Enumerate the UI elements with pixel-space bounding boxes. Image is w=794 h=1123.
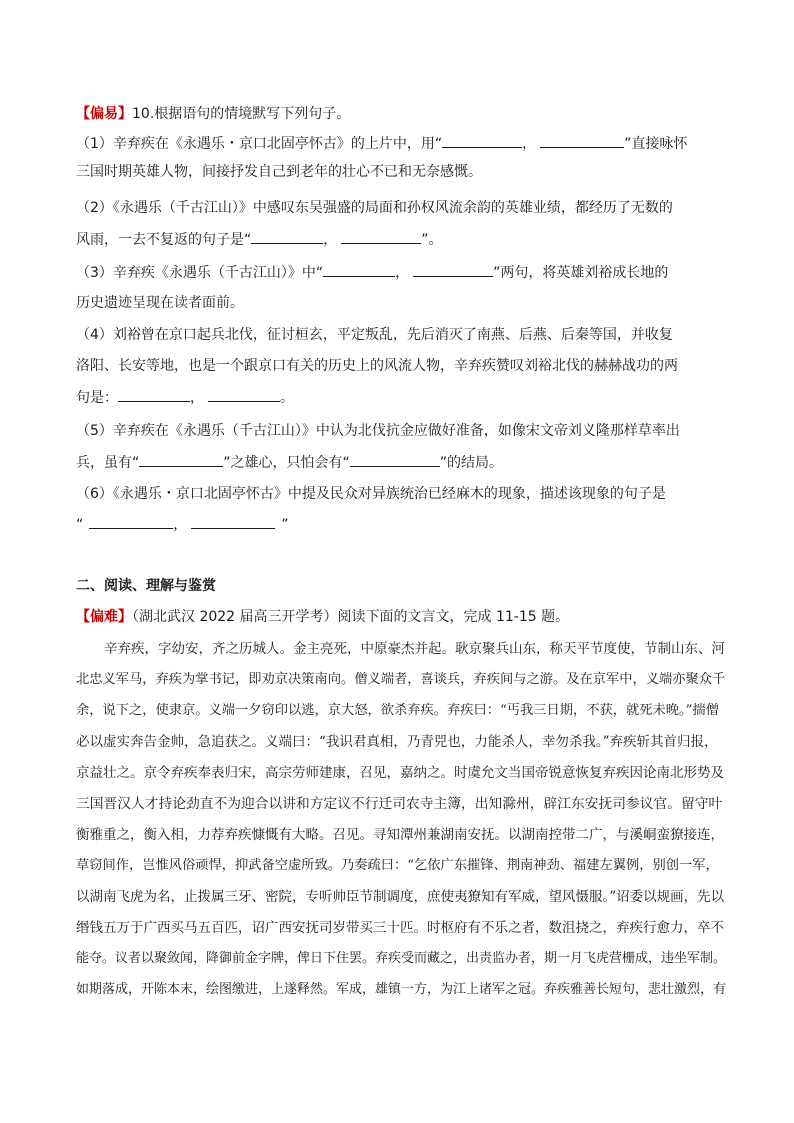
q10-item-5-line-2 [76,454,726,471]
q10-item-2-text: （2）《永遇乐（千古江山）》中感叹东吴强盛的局面和孙权风流余韵的英雄业绩，都经历了无数的 [76,200,673,216]
answer-blank[interactable] [323,264,395,277]
passage-line-text: 以湖南飞虎为名，止拨属三牙、密院，专听帅臣节制调度，庶使夷獠知有军威，望风慑服。”诏委以规画，先以 [76,889,725,905]
answer-blank[interactable] [350,454,440,467]
q10-item-4-text: 洛阳、长安等地，也是一个跟京口有关的历史上的风流人物，辛弃疾赞叹刘裕北伐的赫赫战功的两 [76,358,678,374]
q10-item-2-line-1 [76,200,726,216]
passage-line-text: 必以虚实奔告金帅，急追获之。义端曰：“我识君真相，乃青兕也，力能杀人，幸勿杀我。”弃疾斩其首归报， [76,734,718,750]
q10-item-5-text: （5）辛弃疾在《永遇乐（千古江山）》中认为北伐抗金应做好准备，如像宋文帝刘义隆那样草率出 [76,423,680,439]
passage-line-text: 余，说下之，使隶京。义端一夕窃印以逃，京大怒，欲杀弃疾。弃疾曰：“丐我三日期，不获，就死未晚。”揣僧 [76,703,719,718]
separator-comma: ， [522,136,537,152]
separator-comma: ， [323,232,338,248]
answer-blank[interactable] [139,454,223,467]
separator-comma: ， [190,390,204,406]
passage-line [76,641,726,657]
answer-blank[interactable] [413,264,493,277]
answer-blank[interactable] [540,135,624,148]
passage-line-text: 能夺。议者以聚敛闻，降御前金字牌，俾日下住罢。弃疾受而藏之，出责监办者，期一月飞虎营栅成，违坐军制。 [76,951,727,966]
q10-item-4-text: （4）刘裕曾在京口起兵北伐，征讨桓玄，平定叛乱，先后消灭了南燕、后燕、后秦等国，并收复 [76,327,673,343]
difficulty-tag-easy: 【偏易】 [76,106,132,122]
q10-item-6-text: （6）《永遇乐・京口北固亭怀古》中提及民众对异族统治已经麻木的现象，描述该现象的句子是 [76,486,666,502]
passage-line-text: 三国晋汉人才持论劲直不为迎合以讲和方定议不行迁司农寺主簿，出知滁州，辟江东安抚司参议官。留守叶 [76,796,723,812]
passage-line [76,920,726,936]
q10-item-4-line-1 [76,327,726,343]
q10-item-4-text: 。 [280,390,294,406]
passage-intro-text: （湖北武汉 2022 届高三开学考）阅读下面的文言文，完成 11-15 题。 [132,609,570,625]
answer-blank[interactable] [89,516,173,529]
q10-item-6-line-1 [76,486,726,502]
question-10-text: 10.根据语句的情境默写下列句子。 [132,106,351,122]
q10-item-6-text: ” [281,517,289,533]
passage-line [76,765,726,781]
answer-blank[interactable] [341,231,421,244]
passage-line [76,796,726,812]
passage-line-text: 辛弃疾，字幼安，齐之历城人。金主亮死，中原豪杰并起。耿京聚兵山东，称天平节度使，节制山东、河 [104,641,725,657]
q10-item-3-text: （3）辛弃疾《永遇乐（千古江山）》中“ [76,265,324,281]
passage-line-text: 如期落成，开陈本末，绘图缴进，上遂释然。军成，雄镇一方，为江上诸军之冠。弃疾雅善长短句，悲壮激烈，有 [76,982,727,997]
q10-item-4-text: 句是： [76,390,118,406]
passage-line [76,672,726,688]
passage-line [76,703,726,719]
passage-line-text: 衡雅重之，衡入相，力荐弃疾慷慨有大略。召见。寻知潭州兼湖南安抚。以湖南控带二广，与溪峒蛮獠接连， [76,827,724,843]
q10-item-1-line-2 [76,164,726,180]
difficulty-tag-hard: 【偏难】 [76,609,132,625]
q10-item-5-line-1 [76,423,726,439]
q10-item-2-text: ”。 [421,232,443,248]
q10-item-3-text: 历史遗迹呈现在读者面前。 [76,295,244,311]
separator-comma: ， [173,517,188,533]
q10-item-5-text: 兵，虽有“ [76,455,140,471]
q10-item-1-text: （1）辛弃疾在《永遇乐・京口北固亭怀古》的上片中，用“ [76,136,443,152]
q10-item-6-line-2 [76,516,726,533]
passage-line-text: 京益壮之。京令弃疾奉表归宋，高宗劳师建康，召见，嘉纳之。时虞允文当国帝锐意恢复弃疾因论南北形势及 [76,765,724,781]
section-heading: 二、阅读、理解与鉴赏 [76,578,216,594]
passage-line [76,858,726,874]
q10-item-4-line-2 [76,358,726,374]
q10-item-6-text: “ [76,517,84,533]
answer-blank[interactable] [208,389,280,402]
passage-line [76,827,726,843]
q10-item-5-text: ”的结局。 [439,455,504,471]
answer-blank[interactable] [442,135,522,148]
q10-item-3-line-1 [76,264,726,281]
passage-line [76,982,726,998]
answer-blank[interactable] [118,389,190,402]
q10-item-1-text: ”直接咏怀 [624,136,688,152]
passage-line [76,734,726,750]
q10-item-3-text: ”两句，将英雄刘裕成长地的 [493,265,669,281]
q10-item-4-line-3 [76,389,726,406]
q10-item-1-line-1 [76,135,726,152]
passage-line [76,889,726,905]
separator-comma: ， [395,265,410,281]
passage-line [76,951,726,967]
q10-item-2-text: 风雨，一去不复返的句子是“ [76,232,252,248]
passage-line-text: 草窃间作，岂惟风俗顽悍，抑武备空虚所致。乃奏疏曰：“乞依广东摧锋、荆南神劲、福建左翼例，别创一军， [76,858,719,873]
passage-intro [76,609,726,625]
answer-blank[interactable] [251,231,323,244]
passage-line-text: 北忠义军马，弃疾为掌书记，即劝京决策南向。僧义端者，喜谈兵，弃疾间与之游。及在京军中，义端亦聚众千 [76,672,726,687]
q10-item-3-line-2 [76,295,726,311]
q10-item-5-text: ”之雄心，只怕会有“ [223,455,350,471]
passage-line-text: 缗钱五万于广西买马五百匹，诏广西安抚司岁带买三十匹。时枢府有不乐之者，数沮挠之，弃疾行愈力，卒不 [76,920,724,936]
question-10-title [76,106,726,122]
q10-item-1-text: 三国时期英雄人物，间接抒发自己到老年的壮心不已和无奈感慨。 [76,164,482,180]
q10-item-2-line-2 [76,231,726,248]
answer-blank[interactable] [191,516,275,529]
